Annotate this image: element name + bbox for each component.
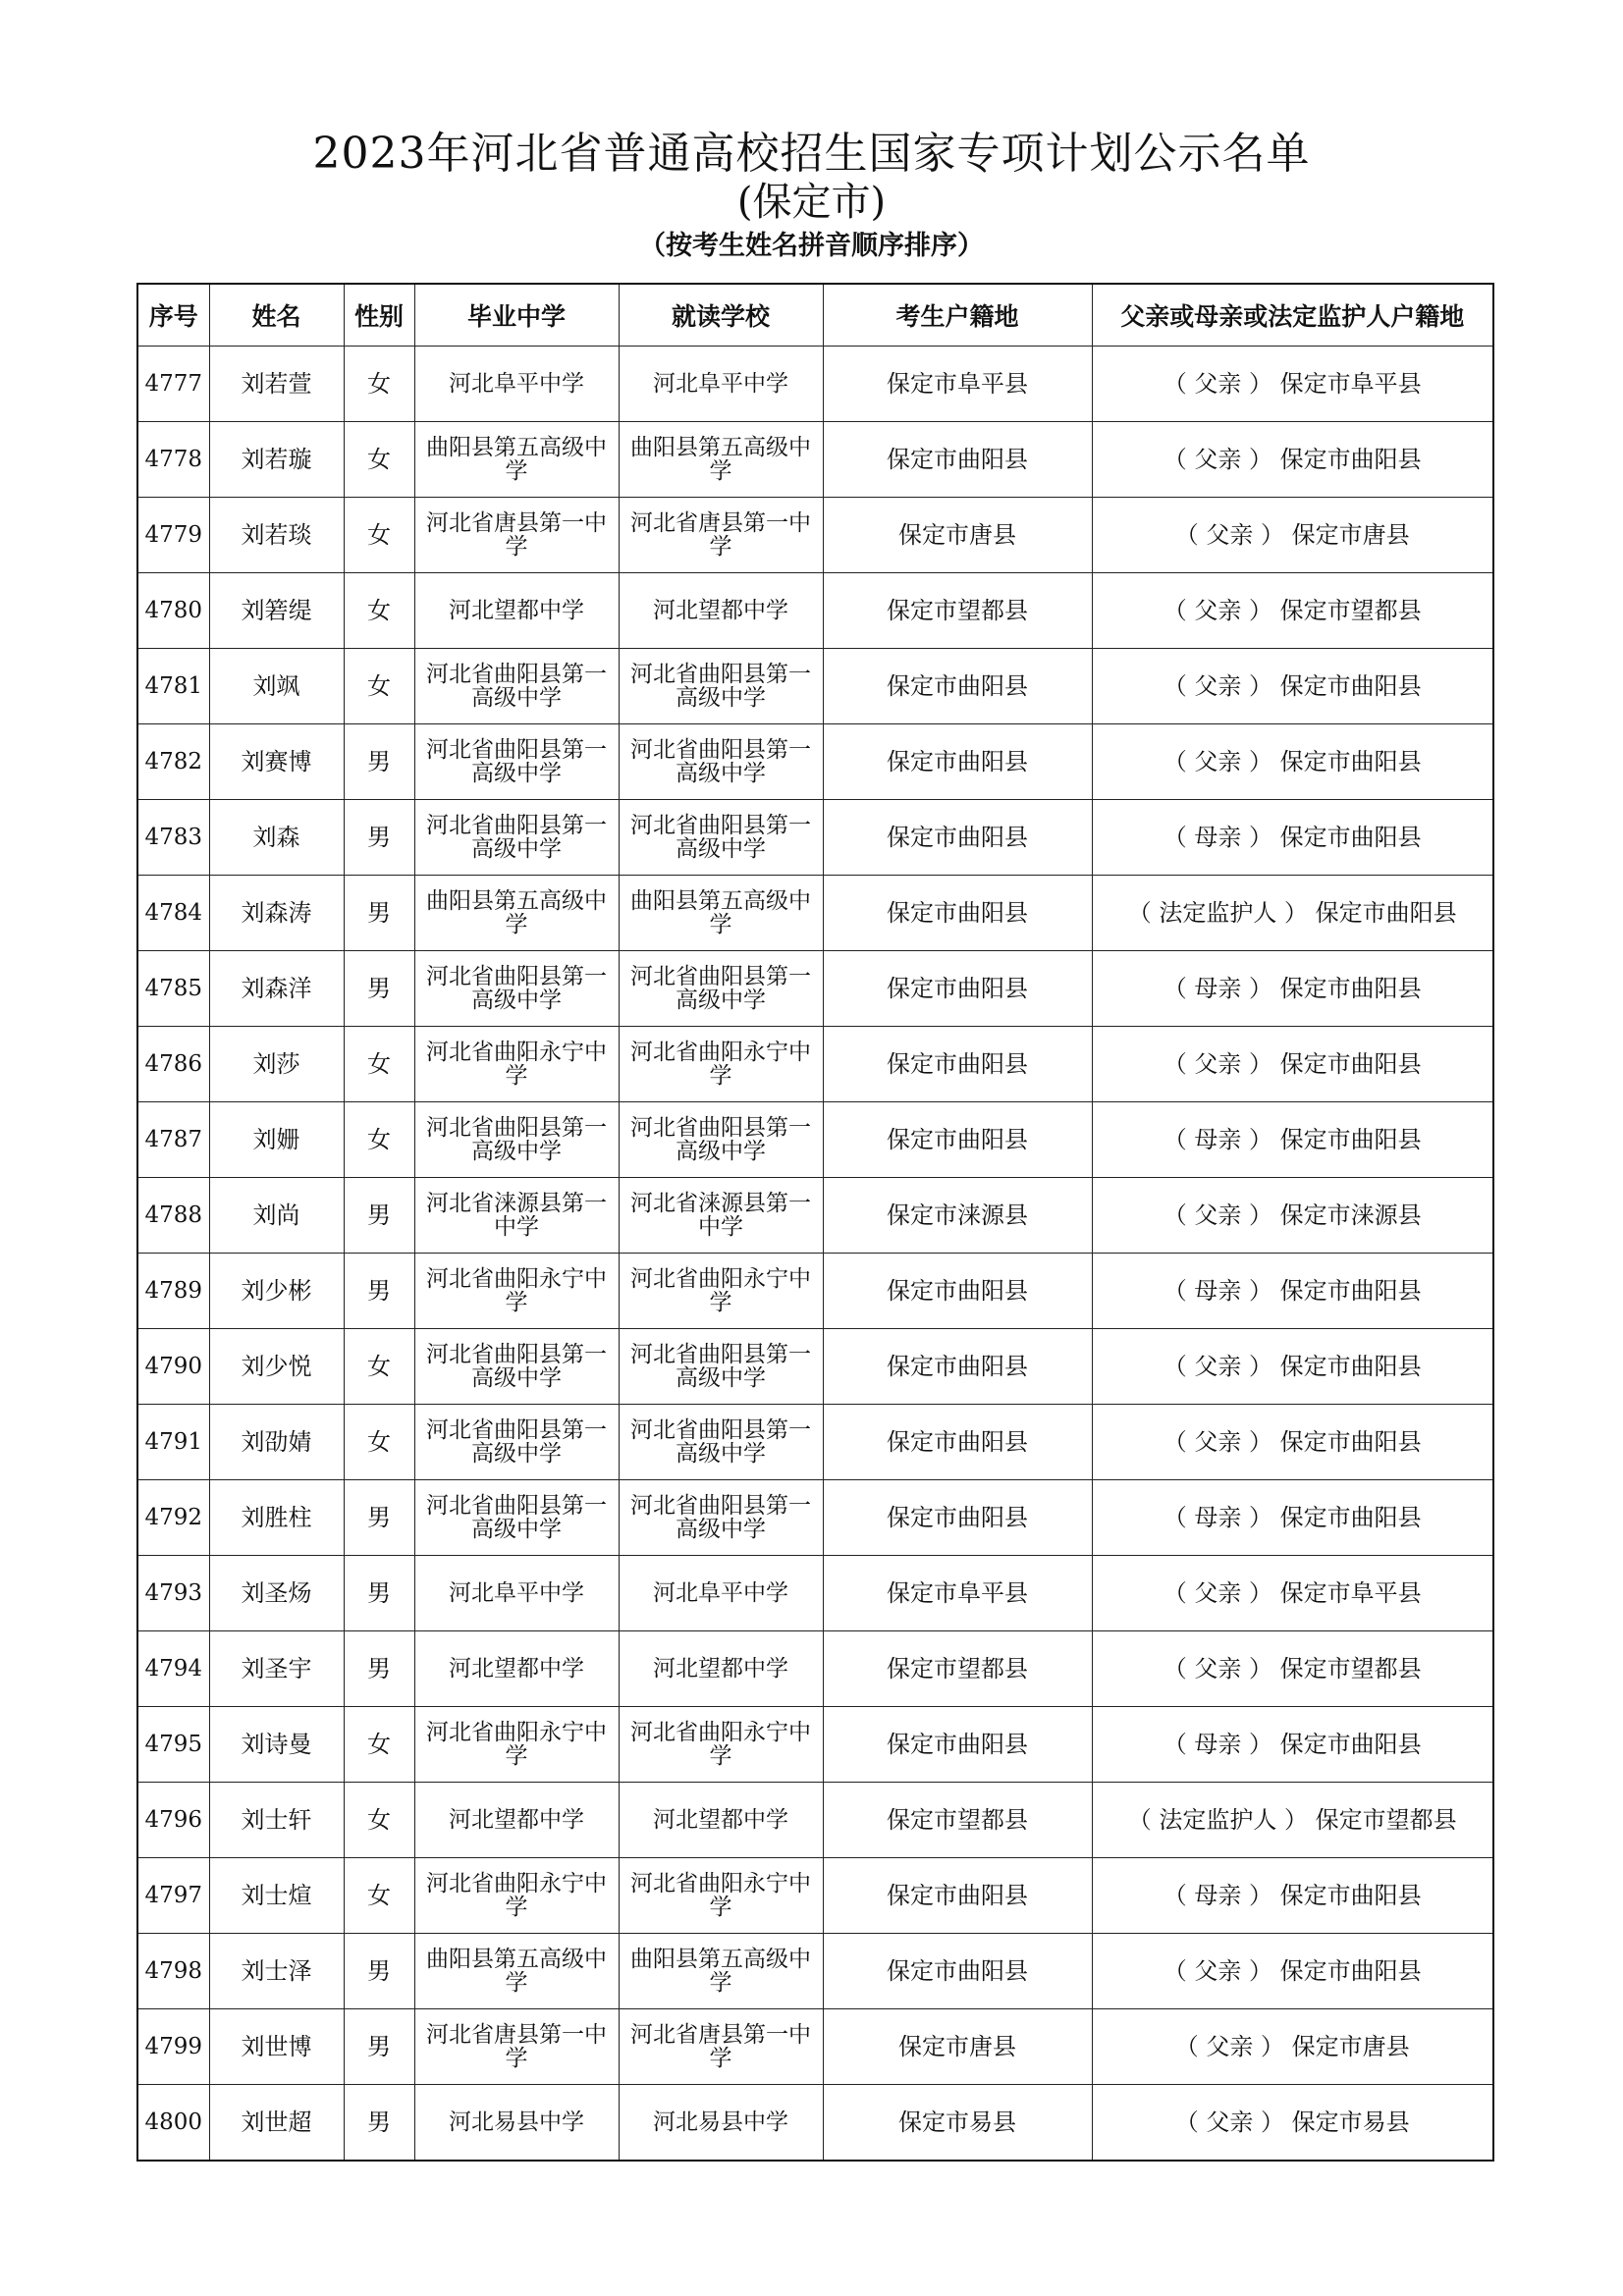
cell-student-hukou: 保定市曲阳县 [823,1027,1092,1102]
cell-study-school: 曲阳县第五高级中学 [619,422,823,498]
cell-grad-school: 河北省曲阳县第一高级中学 [414,1405,619,1480]
cell-guardian-hukou: （ 法定监护人 ） 保定市曲阳县 [1092,876,1493,951]
table-row [137,1783,1493,1858]
cell-name: 刘世超 [209,2085,344,2162]
cell-guardian-hukou: （ 父亲 ） 保定市阜平县 [1092,347,1493,422]
cell-guardian-hukou: （ 法定监护人 ） 保定市望都县 [1092,1783,1493,1858]
cell-name: 刘劭婧 [209,1405,344,1480]
table-row [137,1556,1493,1631]
table-row [137,1631,1493,1707]
sort-note: （按考生姓名拼音顺序排序） [639,231,984,261]
cell-grad-school: 河北省唐县第一中学 [414,498,619,573]
cell-no: 4797 [137,1858,209,1934]
cell-study-school: 河北省曲阳永宁中学 [619,1254,823,1329]
cell-name: 刘诗曼 [209,1707,344,1783]
cell-gender: 女 [344,347,414,422]
cell-study-school: 河北望都中学 [619,573,823,649]
cell-student-hukou: 保定市曲阳县 [823,724,1092,800]
cell-gender: 女 [344,1707,414,1783]
table-row [137,1027,1493,1102]
cell-name: 刘森 [209,800,344,876]
cell-student-hukou: 保定市易县 [823,2085,1092,2162]
cell-grad-school: 河北省曲阳永宁中学 [414,1858,619,1934]
cell-student-hukou: 保定市望都县 [823,573,1092,649]
cell-no: 4798 [137,1934,209,2009]
cell-grad-school: 河北省唐县第一中学 [414,2009,619,2085]
cell-student-hukou: 保定市曲阳县 [823,1707,1092,1783]
cell-no: 4783 [137,800,209,876]
cell-grad-school: 河北阜平中学 [414,347,619,422]
cell-no: 4793 [137,1556,209,1631]
table-row [137,573,1493,649]
cell-no: 4795 [137,1707,209,1783]
table-row [137,1858,1493,1934]
cell-guardian-hukou: （ 父亲 ） 保定市唐县 [1092,498,1493,573]
cell-no: 4784 [137,876,209,951]
cell-guardian-hukou: （ 母亲 ） 保定市曲阳县 [1092,800,1493,876]
cell-student-hukou: 保定市涞源县 [823,1178,1092,1254]
cell-gender: 女 [344,1783,414,1858]
cell-guardian-hukou: （ 父亲 ） 保定市曲阳县 [1092,1405,1493,1480]
cell-grad-school: 河北省涞源县第一中学 [414,1178,619,1254]
cell-name: 刘胜柱 [209,1480,344,1556]
cell-guardian-hukou: （ 父亲 ） 保定市阜平县 [1092,1556,1493,1631]
table-row [137,2085,1493,2162]
cell-student-hukou: 保定市阜平县 [823,347,1092,422]
table-row [137,1254,1493,1329]
cell-grad-school: 河北望都中学 [414,1631,619,1707]
cell-student-hukou: 保定市曲阳县 [823,1405,1092,1480]
cell-gender: 女 [344,573,414,649]
cell-study-school: 河北省涞源县第一中学 [619,1178,823,1254]
table-row [137,876,1493,951]
cell-name: 刘士泽 [209,1934,344,2009]
cell-gender: 男 [344,1631,414,1707]
cell-name: 刘士轩 [209,1783,344,1858]
cell-gender: 男 [344,800,414,876]
cell-no: 4779 [137,498,209,573]
table-row [137,2009,1493,2085]
cell-no: 4789 [137,1254,209,1329]
cell-grad-school: 河北易县中学 [414,2085,619,2162]
cell-name: 刘圣炀 [209,1556,344,1631]
cell-name: 刘箬缇 [209,573,344,649]
cell-guardian-hukou: （ 母亲 ） 保定市曲阳县 [1092,951,1493,1027]
table-row [137,347,1493,422]
cell-guardian-hukou: （ 母亲 ） 保定市曲阳县 [1092,1707,1493,1783]
cell-study-school: 河北省曲阳县第一高级中学 [619,1329,823,1405]
table-row [137,1329,1493,1405]
cell-student-hukou: 保定市曲阳县 [823,800,1092,876]
cell-grad-school: 河北省曲阳永宁中学 [414,1707,619,1783]
table-row [137,422,1493,498]
cell-no: 4778 [137,422,209,498]
cell-name: 刘若萱 [209,347,344,422]
cell-study-school: 河北省曲阳永宁中学 [619,1027,823,1102]
cell-grad-school: 河北望都中学 [414,1783,619,1858]
cell-guardian-hukou: （ 父亲 ） 保定市望都县 [1092,573,1493,649]
cell-study-school: 河北阜平中学 [619,1556,823,1631]
table-row [137,1707,1493,1783]
cell-no: 4792 [137,1480,209,1556]
cell-gender: 男 [344,1934,414,2009]
cell-guardian-hukou: （ 父亲 ） 保定市唐县 [1092,2009,1493,2085]
cell-no: 4787 [137,1102,209,1178]
cell-student-hukou: 保定市曲阳县 [823,1934,1092,2009]
cell-name: 刘士煊 [209,1858,344,1934]
cell-guardian-hukou: （ 父亲 ） 保定市曲阳县 [1092,1934,1493,2009]
cell-gender: 男 [344,2085,414,2162]
cell-student-hukou: 保定市望都县 [823,1783,1092,1858]
cell-study-school: 河北省唐县第一中学 [619,2009,823,2085]
cell-gender: 男 [344,951,414,1027]
col-header-guardian-hukou: 父亲或母亲或法定监护人户籍地 [1092,284,1493,347]
cell-guardian-hukou: （ 母亲 ） 保定市曲阳县 [1092,1254,1493,1329]
cell-student-hukou: 保定市曲阳县 [823,1329,1092,1405]
cell-no: 4799 [137,2009,209,2085]
col-header-gender: 性别 [344,284,414,347]
table-row [137,1405,1493,1480]
cell-student-hukou: 保定市唐县 [823,498,1092,573]
cell-student-hukou: 保定市曲阳县 [823,1858,1092,1934]
cell-study-school: 河北省曲阳县第一高级中学 [619,1102,823,1178]
cell-study-school: 河北省曲阳县第一高级中学 [619,1480,823,1556]
cell-gender: 男 [344,2009,414,2085]
roster-table [136,283,1494,2162]
cell-guardian-hukou: （ 父亲 ） 保定市易县 [1092,2085,1493,2162]
table-row [137,724,1493,800]
cell-student-hukou: 保定市望都县 [823,1631,1092,1707]
cell-gender: 女 [344,1027,414,1102]
cell-gender: 男 [344,1254,414,1329]
cell-name: 刘世博 [209,2009,344,2085]
cell-gender: 女 [344,1102,414,1178]
cell-gender: 男 [344,1480,414,1556]
cell-guardian-hukou: （ 父亲 ） 保定市曲阳县 [1092,724,1493,800]
cell-student-hukou: 保定市唐县 [823,2009,1092,2085]
cell-name: 刘圣宇 [209,1631,344,1707]
cell-student-hukou: 保定市阜平县 [823,1556,1092,1631]
page-subtitle: (保定市) [736,180,887,225]
cell-name: 刘赛博 [209,724,344,800]
cell-gender: 女 [344,1858,414,1934]
cell-grad-school: 河北省曲阳永宁中学 [414,1027,619,1102]
cell-gender: 女 [344,422,414,498]
table-row [137,498,1493,573]
cell-student-hukou: 保定市曲阳县 [823,951,1092,1027]
col-header-student-hukou: 考生户籍地 [823,284,1092,347]
cell-grad-school: 河北省曲阳县第一高级中学 [414,1102,619,1178]
cell-study-school: 河北易县中学 [619,2085,823,2162]
cell-guardian-hukou: （ 母亲 ） 保定市曲阳县 [1092,1102,1493,1178]
cell-grad-school: 河北望都中学 [414,573,619,649]
cell-name: 刘若琰 [209,498,344,573]
cell-grad-school: 河北省曲阳县第一高级中学 [414,724,619,800]
cell-study-school: 河北省唐县第一中学 [619,498,823,573]
cell-gender: 女 [344,649,414,724]
cell-guardian-hukou: （ 父亲 ） 保定市曲阳县 [1092,422,1493,498]
cell-student-hukou: 保定市曲阳县 [823,1480,1092,1556]
col-header-no: 序号 [137,284,209,347]
cell-name: 刘姗 [209,1102,344,1178]
cell-study-school: 曲阳县第五高级中学 [619,876,823,951]
table-row [137,1178,1493,1254]
cell-study-school: 河北省曲阳永宁中学 [619,1707,823,1783]
col-header-name: 姓名 [209,284,344,347]
table-row [137,649,1493,724]
cell-study-school: 河北阜平中学 [619,347,823,422]
cell-name: 刘莎 [209,1027,344,1102]
cell-grad-school: 河北省曲阳县第一高级中学 [414,649,619,724]
cell-grad-school: 河北省曲阳县第一高级中学 [414,800,619,876]
cell-study-school: 河北省曲阳县第一高级中学 [619,800,823,876]
cell-no: 4786 [137,1027,209,1102]
table-row [137,951,1493,1027]
cell-grad-school: 河北省曲阳县第一高级中学 [414,1329,619,1405]
cell-name: 刘少彬 [209,1254,344,1329]
cell-grad-school: 河北阜平中学 [414,1556,619,1631]
cell-study-school: 河北省曲阳县第一高级中学 [619,724,823,800]
cell-study-school: 河北省曲阳县第一高级中学 [619,1405,823,1480]
cell-student-hukou: 保定市曲阳县 [823,1254,1092,1329]
cell-study-school: 河北省曲阳永宁中学 [619,1858,823,1934]
cell-study-school: 河北望都中学 [619,1783,823,1858]
cell-name: 刘少悦 [209,1329,344,1405]
cell-no: 4796 [137,1783,209,1858]
cell-no: 4781 [137,649,209,724]
cell-name: 刘森洋 [209,951,344,1027]
cell-grad-school: 河北省曲阳永宁中学 [414,1254,619,1329]
cell-name: 刘尚 [209,1178,344,1254]
cell-guardian-hukou: （ 父亲 ） 保定市望都县 [1092,1631,1493,1707]
cell-student-hukou: 保定市曲阳县 [823,876,1092,951]
table-header [137,284,1493,347]
cell-no: 4790 [137,1329,209,1405]
cell-guardian-hukou: （ 母亲 ） 保定市曲阳县 [1092,1480,1493,1556]
cell-name: 刘若璇 [209,422,344,498]
table-row [137,1102,1493,1178]
cell-grad-school: 曲阳县第五高级中学 [414,876,619,951]
cell-name: 刘飒 [209,649,344,724]
cell-gender: 男 [344,1556,414,1631]
table-row [137,1480,1493,1556]
cell-no: 4800 [137,2085,209,2162]
cell-gender: 男 [344,724,414,800]
cell-student-hukou: 保定市曲阳县 [823,649,1092,724]
cell-gender: 女 [344,1405,414,1480]
cell-no: 4780 [137,573,209,649]
cell-guardian-hukou: （ 父亲 ） 保定市曲阳县 [1092,1329,1493,1405]
cell-guardian-hukou: （ 母亲 ） 保定市曲阳县 [1092,1858,1493,1934]
cell-student-hukou: 保定市曲阳县 [823,422,1092,498]
col-header-study-school: 就读学校 [619,284,823,347]
cell-no: 4788 [137,1178,209,1254]
cell-no: 4794 [137,1631,209,1707]
cell-guardian-hukou: （ 父亲 ） 保定市曲阳县 [1092,649,1493,724]
cell-no: 4777 [137,347,209,422]
cell-study-school: 河北省曲阳县第一高级中学 [619,649,823,724]
cell-grad-school: 曲阳县第五高级中学 [414,1934,619,2009]
cell-gender: 男 [344,1178,414,1254]
cell-no: 4791 [137,1405,209,1480]
page-title: 2023年河北省普通高校招生国家专项计划公示名单 [312,129,1311,179]
cell-study-school: 河北省曲阳县第一高级中学 [619,951,823,1027]
cell-no: 4782 [137,724,209,800]
cell-no: 4785 [137,951,209,1027]
cell-gender: 男 [344,876,414,951]
cell-name: 刘森涛 [209,876,344,951]
cell-grad-school: 曲阳县第五高级中学 [414,422,619,498]
table-row [137,800,1493,876]
col-header-grad-school: 毕业中学 [414,284,619,347]
cell-student-hukou: 保定市曲阳县 [823,1102,1092,1178]
cell-gender: 女 [344,1329,414,1405]
cell-grad-school: 河北省曲阳县第一高级中学 [414,951,619,1027]
table-body [137,347,1493,2162]
table-row [137,1934,1493,2009]
cell-guardian-hukou: （ 父亲 ） 保定市涞源县 [1092,1178,1493,1254]
header-row [137,284,1493,347]
cell-guardian-hukou: （ 父亲 ） 保定市曲阳县 [1092,1027,1493,1102]
cell-gender: 女 [344,498,414,573]
cell-grad-school: 河北省曲阳县第一高级中学 [414,1480,619,1556]
cell-study-school: 曲阳县第五高级中学 [619,1934,823,2009]
cell-study-school: 河北望都中学 [619,1631,823,1707]
